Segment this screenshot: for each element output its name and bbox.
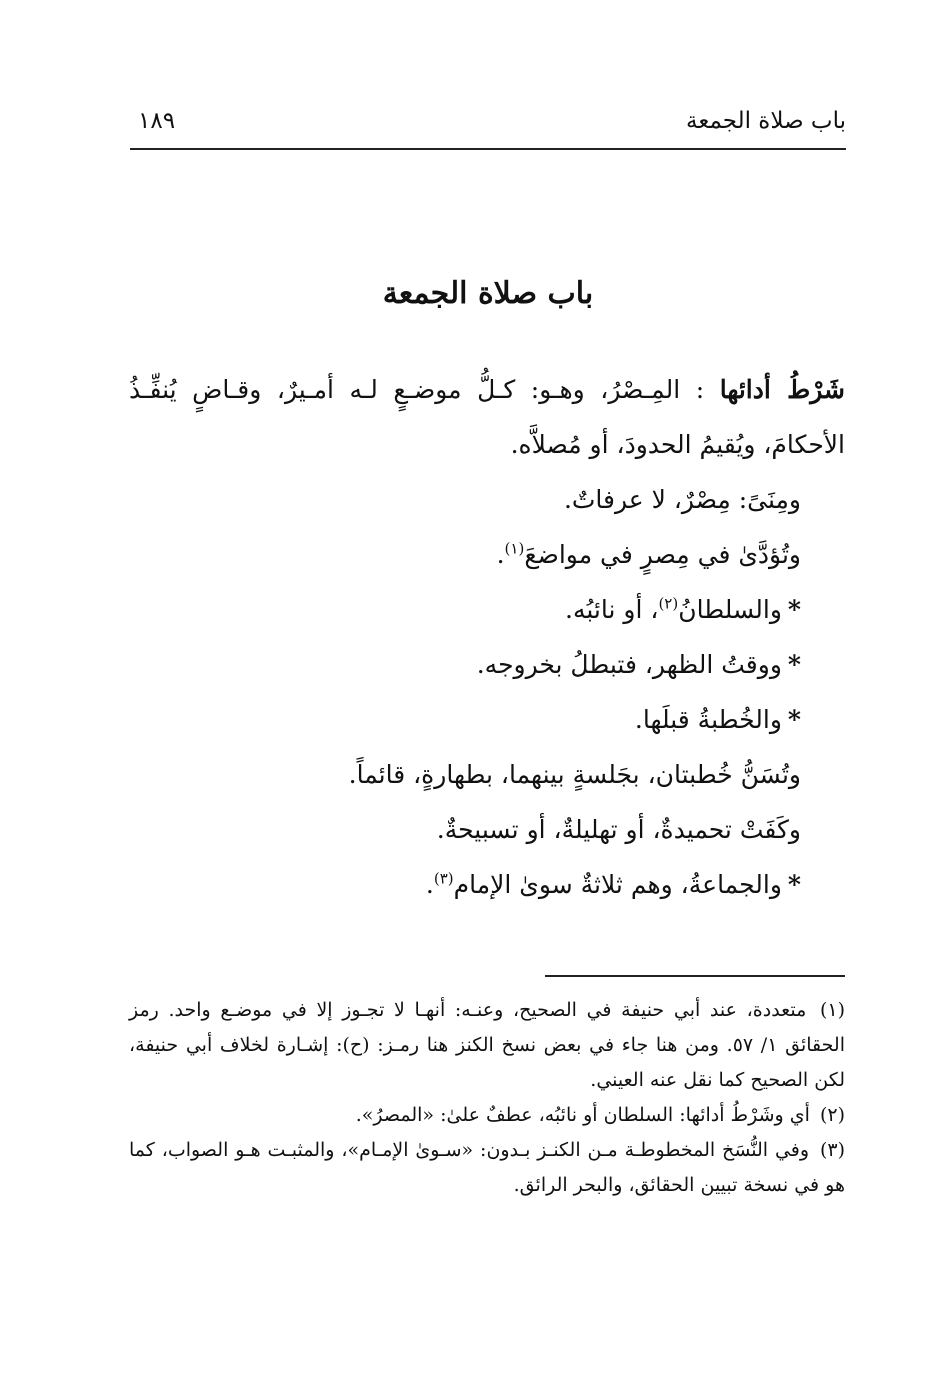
footnote-divider	[545, 975, 845, 977]
asterisk-marker: *	[787, 705, 801, 734]
line-text: ووقتُ الظهر، فتبطلُ بخروجه.	[476, 650, 782, 679]
footnote-text: وفي النُّسَخ المخطوطـة مـن الكنـز بـدون: «سـوىٰ الإمـام»، والمثبـت هـو الصواب، كما هو في نسخة تبيين الحقائق، والبحر الرائق.	[129, 1139, 845, 1196]
footnote-text: أي وشَرْطُ أدائها: السلطان أو نائبُه، عطفٌ علىٰ: «المصرُ».	[355, 1104, 810, 1126]
footnote-text: متعددة، عند أبي حنيفة في الصحيح، وعنـه: أنهـا لا تجـوز إلا في موضـع واحد. رمز الحقائق ١/ ٥٧. ومن هنا جاء في بعض نسخ الكنز هنا رمـز: (ح): إشـارة لخلاف أبي حنيفة، لكن الصحيح كما نقل عنه العيني.	[129, 999, 845, 1091]
line-tail: .	[425, 870, 434, 899]
text-line	[129, 802, 845, 857]
footnotes	[129, 993, 845, 1203]
footnote-ref[interactable]: (١)	[504, 539, 525, 558]
chapter-title: باب صلاة الجمعة	[382, 276, 594, 311]
asterisk-marker: *	[787, 870, 801, 899]
main-text	[129, 362, 845, 912]
line-text: وكَفَتْ تحميدةٌ، أو تهليلةٌ، أو تسبيحةٌ.	[436, 815, 801, 844]
line-tail: .	[496, 540, 505, 569]
line-tail: ، أو نائبُه.	[565, 595, 659, 624]
text-line	[129, 747, 845, 802]
line-text: والجماعةُ، وهم ثلاثةٌ سوىٰ الإمام	[453, 870, 782, 899]
text-line	[129, 857, 845, 912]
footnote-number: (٣)	[819, 1139, 845, 1161]
line-text: والسلطانُ	[678, 595, 782, 624]
running-header	[130, 108, 846, 150]
footnote-item	[129, 993, 845, 1098]
lead-term: شَرْطُ أدائها	[719, 375, 845, 404]
opening-paragraph	[129, 362, 845, 472]
running-title: باب صلاة الجمعة	[686, 108, 846, 134]
opening-paragraph-text: : المِـصْرُ، وهـو: كـلُّ موضـعٍ لـه أمـيرٌ، وقـاضٍ يُنفِّـذُ الأحكامَ، ويُقيمُ الحدودَ، أو مُصلاَّه.	[129, 375, 845, 459]
text-line	[129, 527, 845, 582]
text-line	[129, 692, 845, 747]
footnote-number: (١)	[819, 999, 845, 1021]
footnote-number: (٢)	[819, 1104, 845, 1126]
footnote-item	[129, 1098, 845, 1133]
page-number: ١٨٩	[138, 108, 176, 134]
footnote-ref[interactable]: (٣)	[433, 869, 454, 888]
line-text: وتُؤدَّىٰ في مِصرٍ في مواضعَ	[524, 540, 801, 569]
footnote-item	[129, 1133, 845, 1203]
asterisk-marker: *	[787, 650, 801, 679]
asterisk-marker: *	[787, 595, 801, 624]
line-text: وتُسَنُّ خُطبتان، بجَلسةٍ بينهما، بطهارةٍ، قائماً.	[348, 760, 801, 789]
line-text: والخُطبةُ قبلَها.	[634, 705, 782, 734]
text-line	[129, 582, 845, 637]
text-line	[129, 637, 845, 692]
footnote-ref[interactable]: (٢)	[658, 594, 679, 613]
text-line	[129, 472, 845, 527]
line-text: ومِنَىً: مِصْرٌ، لا عرفاتٌ.	[563, 485, 801, 514]
